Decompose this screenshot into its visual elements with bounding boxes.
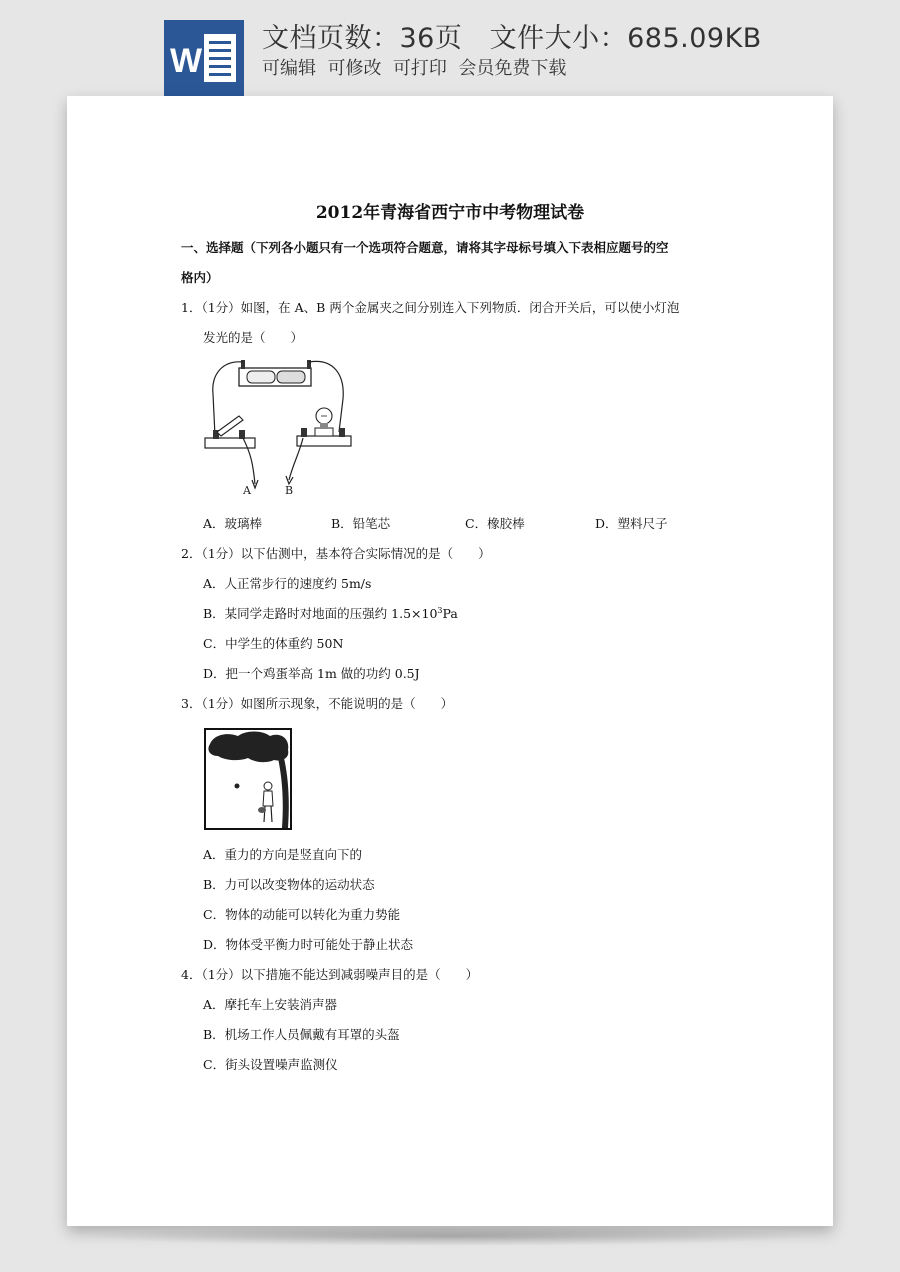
word-document-icon	[164, 20, 244, 96]
q4-option-b: B．机场工作人员佩戴有耳罩的头盔	[203, 1027, 400, 1042]
word-icon-letter: W	[169, 42, 203, 80]
size-value: 685.09KB	[627, 23, 762, 54]
size-label: 文件大小：	[489, 23, 628, 54]
q3-stem: 3．（1分）如图所示现象，不能说明的是（ ）	[181, 696, 454, 711]
file-meta	[262, 16, 762, 55]
circuit-figure	[203, 354, 353, 504]
q1-stem-line1: 1．（1分）如图，在 A、B 两个金属夹之间分别连入下列物质．闭合开关后，可以使小灯泡	[181, 300, 680, 315]
section-heading-line2: 格内）	[181, 270, 219, 285]
paper-shadow	[80, 1226, 820, 1246]
apple-tree-figure	[204, 728, 292, 830]
document-page	[67, 96, 833, 1226]
q4-option-c: C．街头设置噪声监测仪	[203, 1057, 338, 1072]
clip-a-label: A	[243, 484, 251, 497]
download-header	[0, 0, 900, 96]
q1-option-c: C．橡胶棒	[465, 516, 525, 531]
q1-option-d: D．塑料尺子	[595, 516, 668, 531]
q3-option-c: C．物体的动能可以转化为重力势能	[203, 907, 401, 922]
clip-b-label: B	[285, 484, 294, 497]
q2-option-c: C．中学生的体重约 50N	[203, 636, 344, 651]
q2-stem: 2．（1分）以下估测中，基本符合实际情况的是（ ）	[181, 546, 491, 561]
q4-option-a: A．摩托车上安装消声器	[203, 997, 338, 1012]
features-text: 可编辑 可修改 可打印 会员免费下载	[262, 58, 567, 79]
q2-option-b: B．某同学走路时对地面的压强约 $1.5\times 10^3Pa$	[203, 605, 458, 621]
q2-option-a: A．人正常步行的速度约 5m/s	[203, 576, 372, 591]
pages-label: 文档页数：	[262, 23, 400, 54]
pages-value: 36页	[399, 23, 463, 54]
section-heading-line1: 一、选择题（下列各小题只有一个选项符合题意，请将其字母标号填入下表相应题号的空	[181, 240, 669, 255]
q3-option-a: A．重力的方向是竖直向下的	[203, 847, 363, 862]
q1-option-a: A．玻璃棒	[203, 516, 263, 531]
q2-option-d: D．把一个鸡蛋举高 1m 做的功约 0.5J	[203, 666, 420, 681]
q1-option-b: B．铅笔芯	[331, 516, 391, 531]
q3-option-d: D．物体受平衡力时可能处于静止状态	[203, 937, 414, 952]
q1-stem-line2: 发光的是（ ）	[203, 330, 304, 345]
q3-option-b: B．力可以改变物体的运动状态	[203, 877, 375, 892]
page-title: 2012年青海省西宁市中考物理试卷	[315, 203, 585, 223]
q4-stem: 4．（1分）以下措施不能达到减弱噪声目的是（ ）	[181, 967, 479, 982]
